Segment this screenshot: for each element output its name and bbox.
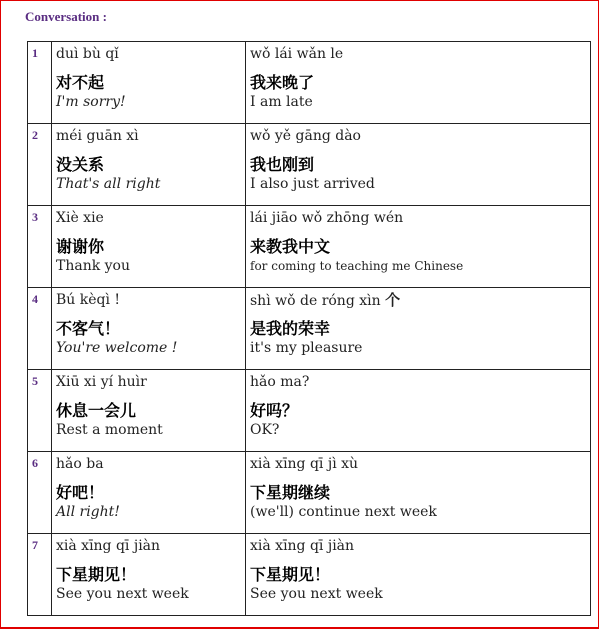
- row-number: 2: [28, 124, 52, 206]
- pinyin-text: duì bù qǐ: [56, 46, 119, 62]
- chinese-text: 谢谢你: [56, 237, 105, 256]
- chinese-text: 下星期继续: [250, 483, 331, 502]
- phrase-cell: [52, 124, 246, 206]
- chinese-text: 对不起: [56, 73, 105, 92]
- english-text: I also just arrived: [250, 176, 375, 192]
- english-text: That's all right: [56, 176, 161, 192]
- chinese-text: 我来晚了: [250, 73, 315, 92]
- chinese-text: 下星期见！: [56, 565, 137, 584]
- english-text: I am late: [250, 94, 313, 110]
- pinyin-text: xià xīng qī jiàn: [250, 538, 355, 554]
- chinese-text: 没关系: [56, 155, 105, 174]
- english-text: See you next week: [250, 586, 383, 602]
- chinese-text: 休息一会儿: [56, 401, 137, 420]
- chinese-text: 我也刚到: [250, 155, 315, 174]
- english-text: See you next week: [56, 586, 189, 602]
- phrase-cell: [52, 288, 246, 370]
- pinyin-text: wǒ lái wǎn le: [250, 46, 344, 62]
- reply-cell: [246, 42, 591, 124]
- pinyin-text: hǎo ma?: [250, 374, 310, 390]
- english-text: (we'll) continue next week: [250, 504, 437, 520]
- pinyin-text: xià xīng qī jì xù: [250, 456, 359, 472]
- conversation-table: [27, 41, 591, 616]
- row-number: 1: [28, 42, 52, 124]
- table-row: [28, 534, 591, 616]
- section-heading: Conversation :: [25, 9, 107, 24]
- phrase-cell: [52, 206, 246, 288]
- english-text: OK?: [250, 422, 280, 438]
- chinese-text: 好吧！: [56, 483, 105, 502]
- chinese-text: 下星期见！: [250, 565, 331, 584]
- pinyin-text: [250, 291, 590, 309]
- row-number: 3: [28, 206, 52, 288]
- reply-cell: [246, 206, 591, 288]
- row-number: 7: [28, 534, 52, 616]
- english-text: Rest a moment: [56, 422, 163, 438]
- pinyin-text: Xiè xie: [56, 210, 104, 226]
- table-row: [28, 42, 591, 124]
- pinyin-text: hǎo ba: [56, 456, 104, 472]
- english-text: Thank you: [56, 258, 131, 274]
- table-row: [28, 370, 591, 452]
- english-text: I'm sorry!: [56, 94, 126, 110]
- pinyin-text: Xiū xi yí huìr: [56, 374, 147, 390]
- chinese-text: 好吗？: [250, 401, 299, 420]
- phrase-cell: [52, 370, 246, 452]
- pinyin-text: xià xīng qī jiàn: [56, 538, 161, 554]
- english-text: it's my pleasure: [250, 340, 363, 356]
- english-text: You're welcome !: [56, 340, 178, 356]
- pinyin-text: Bú kèqì !: [56, 292, 121, 308]
- chinese-text: 不客气！: [56, 319, 121, 338]
- reply-cell: [246, 534, 591, 616]
- phrase-cell: [52, 42, 246, 124]
- pinyin-text: wǒ yě gāng dào: [250, 128, 361, 144]
- english-text: All right!: [56, 504, 120, 520]
- table-row: [28, 206, 591, 288]
- pinyin-text: lái jiāo wǒ zhōng wén: [250, 210, 404, 226]
- phrase-cell: [52, 534, 246, 616]
- pinyin-text: shì wǒ de róng xìn: [250, 293, 381, 309]
- pinyin-text: méi guān xì: [56, 128, 139, 144]
- table-row: [28, 288, 591, 370]
- chinese-text: 是我的荣幸: [250, 319, 331, 338]
- table-row: [28, 452, 591, 534]
- reply-cell: [246, 370, 591, 452]
- english-text: for coming to teaching me Chinese: [250, 259, 464, 273]
- pinyin-hanzi-char: 个: [385, 291, 401, 309]
- table-row: [28, 124, 591, 206]
- row-number: 6: [28, 452, 52, 534]
- phrase-cell: [52, 452, 246, 534]
- row-number: 4: [28, 288, 52, 370]
- reply-cell: [246, 452, 591, 534]
- reply-cell: [246, 124, 591, 206]
- chinese-text: 来教我中文: [250, 237, 331, 256]
- reply-cell: [246, 288, 591, 370]
- row-number: 5: [28, 370, 52, 452]
